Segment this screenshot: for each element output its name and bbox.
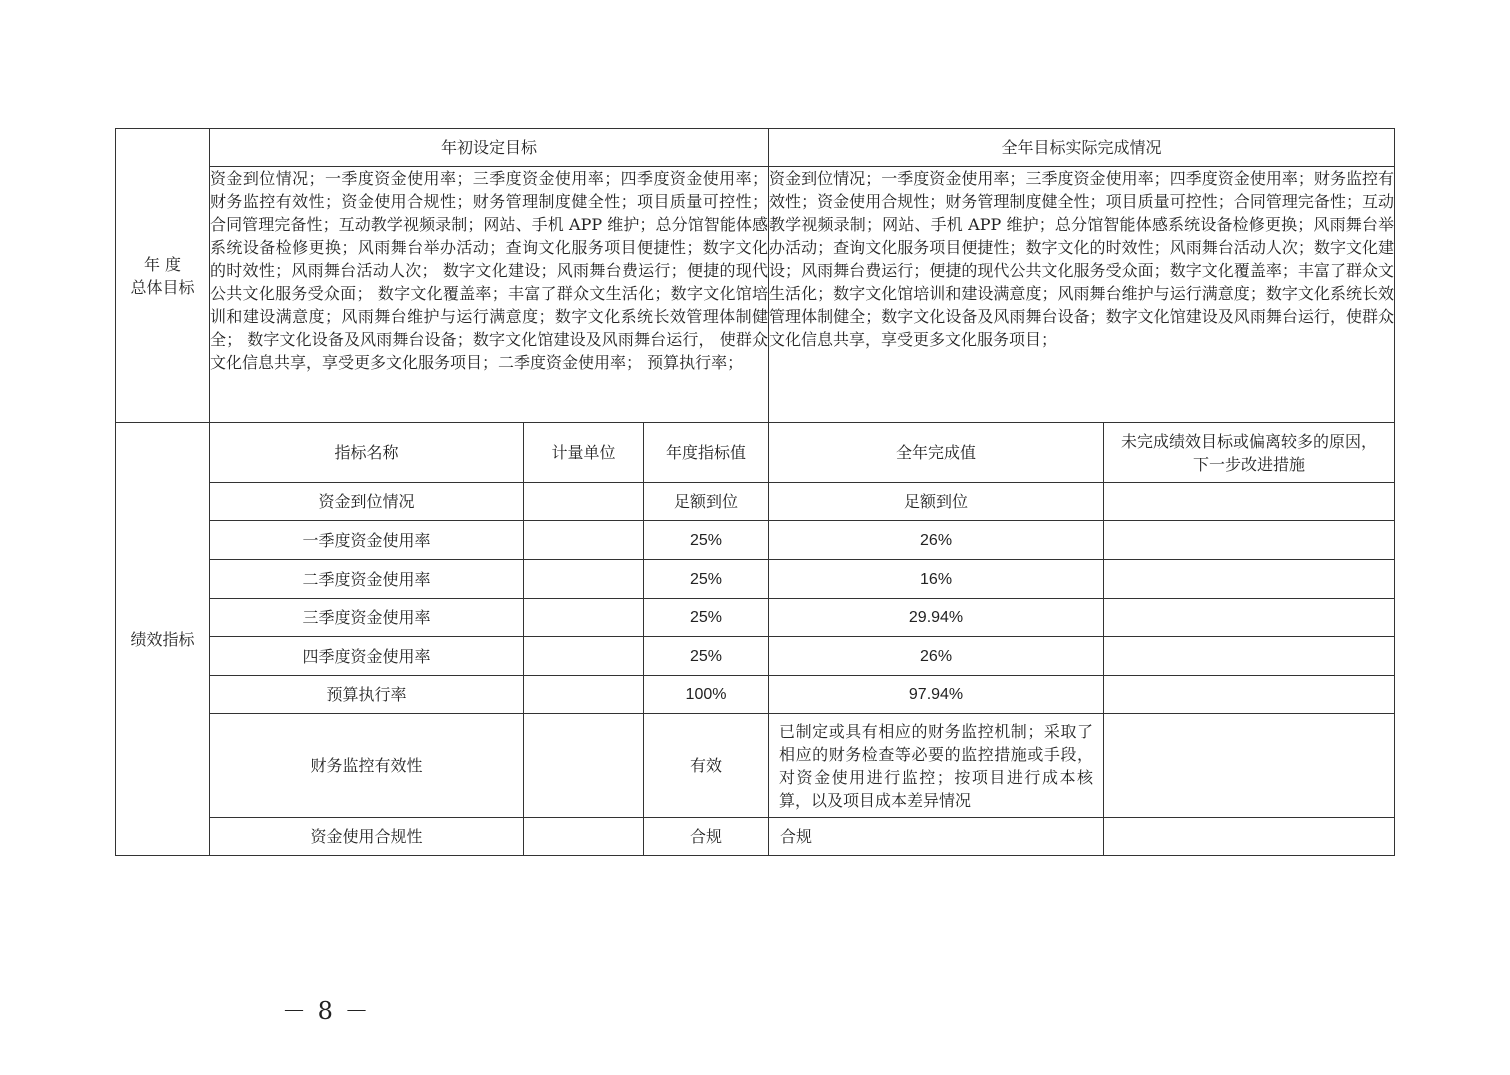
set-goal-header: 年初设定目标 (210, 129, 769, 167)
actual-completion-text: 资金到位情况；一季度资金使用率；三季度资金使用率；四季度资金使用率；财务监控有效性；资金使用合规性；财务管理制度健全性；项目质量可控性；合同管理完备性；互动教学视频录制；网站、手机 APP 维护；总分馆智能体感系统设备检修更换；风雨舞台举办活动；查询文化服务项目便捷性；数字文化的时效性；风雨舞台活动人次；数字文化建设；风雨舞台费运行；便捷的现代公共文化服务受众面；数字文化覆盖率；丰富了群众文生活化；数字文化馆培训和建设满意度；风雨舞台维护与运行满意度；数字文化系统长效管理体制健全；数字文化设备及风雨舞台设备；数字文化馆建设及风雨舞台运行，使群众文化信息共享，享受更多文化服务项目； (769, 167, 1395, 423)
indicator-unit (524, 637, 644, 676)
indicator-target: 足额到位 (644, 483, 769, 521)
header-annual-completed: 全年完成值 (769, 423, 1104, 483)
indicator-target: 25% (644, 637, 769, 676)
indicator-target: 100% (644, 676, 769, 714)
indicator-reason (1104, 818, 1395, 856)
indicator-unit (524, 560, 644, 599)
indicator-completed: 26% (769, 521, 1104, 560)
indicator-completed: 97.94% (769, 676, 1104, 714)
indicator-completed: 29.94% (769, 599, 1104, 637)
indicator-name: 资金使用合规性 (210, 818, 524, 856)
indicator-target: 合规 (644, 818, 769, 856)
indicator-reason (1104, 483, 1395, 521)
indicator-target: 25% (644, 599, 769, 637)
table-row (116, 483, 1395, 521)
indicator-unit (524, 521, 644, 560)
table-row (116, 560, 1395, 599)
indicator-reason (1104, 637, 1395, 676)
indicator-completed: 合规 (769, 818, 1104, 856)
indicator-reason (1104, 676, 1395, 714)
table-row (116, 676, 1395, 714)
table-row (116, 521, 1395, 560)
indicator-completed: 26% (769, 637, 1104, 676)
indicator-unit (524, 599, 644, 637)
table-row (116, 599, 1395, 637)
indicator-target: 有效 (644, 714, 769, 818)
indicator-name: 三季度资金使用率 (210, 599, 524, 637)
table-row (116, 714, 1395, 818)
indicator-reason (1104, 599, 1395, 637)
header-annual-target: 年度指标值 (644, 423, 769, 483)
indicator-reason (1104, 521, 1395, 560)
indicator-name: 一季度资金使用率 (210, 521, 524, 560)
annual-goal-label: 年 度 总体目标 (116, 129, 210, 423)
header-reason: 未完成绩效目标或偏离较多的原因，下一步改进措施 (1104, 423, 1395, 483)
indicator-completed: 足额到位 (769, 483, 1104, 521)
indicator-name: 资金到位情况 (210, 483, 524, 521)
set-goal-text: 资金到位情况；一季度资金使用率；三季度资金使用率；四季度资金使用率；财务监控有效性；资金使用合规性；财务管理制度健全性；项目质量可控性；合同管理完备性；互动教学视频录制；网站、手机 APP 维护；总分馆智能体感系统设备检修更换；风雨舞台举办活动；查询文化服务项目便捷性；数字文化的时效性；风雨舞台活动人次； 数字文化建设；风雨舞台费运行；便捷的现代公共文化服务受众面； 数字文化覆盖率；丰富了群众文生活化；数字文化馆培训和建设满意度；风雨舞台维护与运行满意度；数字文化系统长效管理体制健全； 数字文化设备及风雨舞台设备；数字文化馆建设及风雨舞台运行， 使群众文化信息共享，享受更多文化服务项目；二季度资金使用率； 预算执行率； (210, 167, 769, 423)
actual-completion-header: 全年目标实际完成情况 (769, 129, 1395, 167)
indicator-name: 四季度资金使用率 (210, 637, 524, 676)
performance-table (115, 128, 1395, 856)
indicator-unit (524, 676, 644, 714)
performance-indicators-label: 绩效指标 (116, 423, 210, 856)
indicator-target: 25% (644, 521, 769, 560)
indicator-reason (1104, 560, 1395, 599)
page-number: － 8 － (282, 997, 371, 1025)
indicator-unit (524, 818, 644, 856)
indicator-completed: 16% (769, 560, 1104, 599)
indicator-name: 财务监控有效性 (210, 714, 524, 818)
indicator-unit (524, 483, 644, 521)
indicator-reason (1104, 714, 1395, 818)
header-indicator-name: 指标名称 (210, 423, 524, 483)
indicator-name: 二季度资金使用率 (210, 560, 524, 599)
indicator-unit (524, 714, 644, 818)
indicator-target: 25% (644, 560, 769, 599)
header-unit: 计量单位 (524, 423, 644, 483)
table-row (116, 637, 1395, 676)
indicator-name: 预算执行率 (210, 676, 524, 714)
indicator-completed: 已制定或具有相应的财务监控机制；采取了相应的财务检查等必要的监控措施或手段，对资金使用进行监控；按项目进行成本核算，以及项目成本差异情况 (769, 714, 1104, 818)
table-row (116, 818, 1395, 856)
